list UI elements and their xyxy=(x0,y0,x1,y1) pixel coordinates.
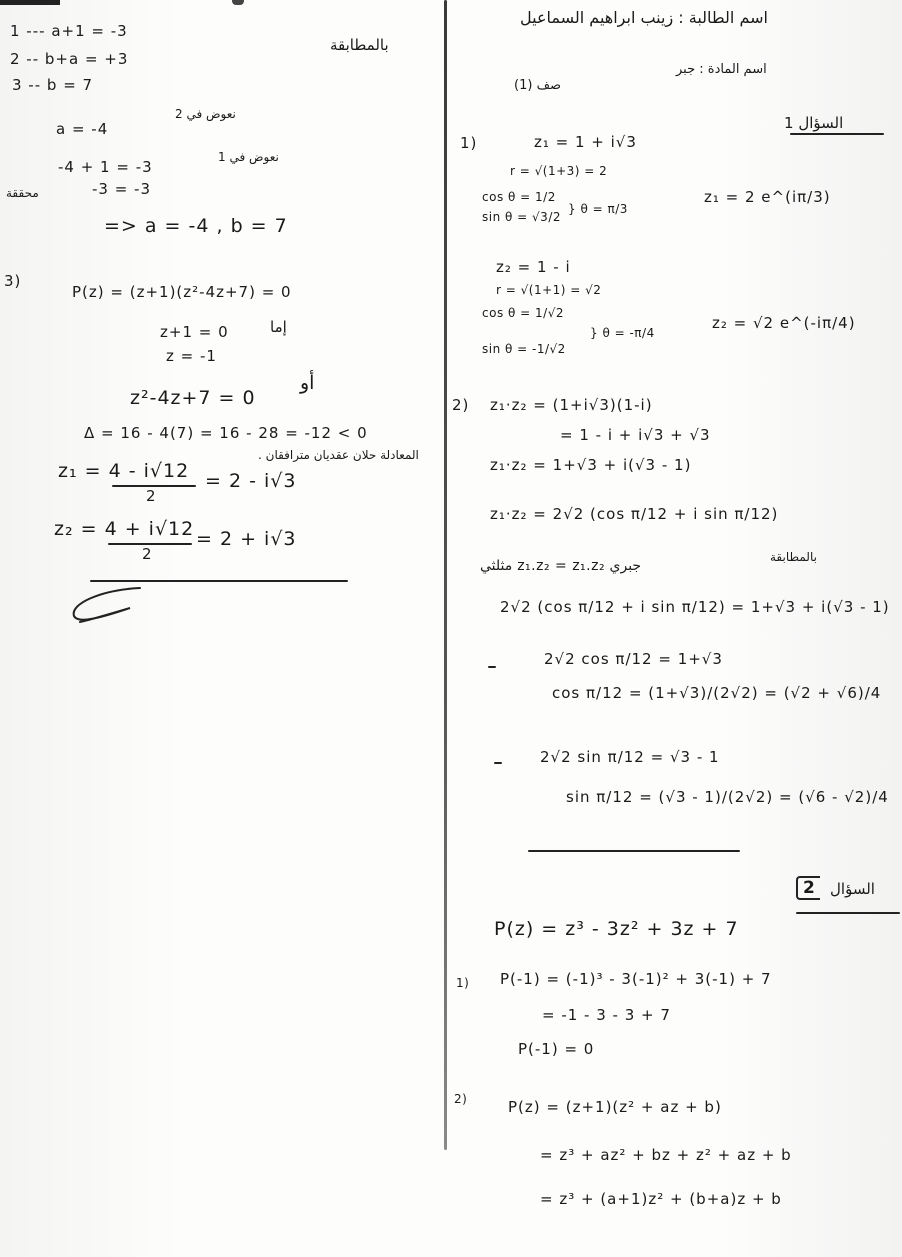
z2-sine: sin θ = -1/√2 xyxy=(482,342,566,356)
z1-modulus: r = √(1+3) = 2 xyxy=(510,164,608,178)
z1-argument: } θ = π/3 xyxy=(568,202,628,216)
student-name: اسم الطالبة : زينب ابراهيم السماعيل xyxy=(520,8,768,27)
by-matching-label-right: بالمطابقة xyxy=(770,550,817,564)
product-step-2: = 1 - i + i√3 + √3 xyxy=(560,426,711,444)
check-line-1: -4 + 1 = -3 xyxy=(58,158,153,176)
subject-name: اسم المادة : جبر xyxy=(676,62,767,77)
root-z2-numerator: z₂ = 4 + i√12 xyxy=(54,518,195,540)
top-edge-mark xyxy=(0,0,60,5)
sin-pi-12-result: sin π/12 = (√3 - 1)/(2√2) = (√6 - √2)/4 xyxy=(566,788,889,806)
product-algebraic: z₁·z₂ = 1+√3 + i(√3 - 1) xyxy=(490,456,692,474)
complex-roots-note: المعادلة حلان عقديان مترافقان . xyxy=(258,448,419,462)
q2-part-2-label: 2) xyxy=(454,1092,468,1106)
question-2-underline xyxy=(796,912,900,914)
polynomial-definition: P(z) = z³ - 3z² + 3z + 7 xyxy=(494,918,739,940)
check-line-2: -3 = -3 xyxy=(92,180,152,198)
p-minus-1-substitution: P(-1) = (-1)³ - 3(-1)² + 3(-1) + 7 xyxy=(500,970,772,988)
z1-sine: sin θ = √3/2 xyxy=(482,210,561,224)
product-trigonometric: z₁·z₂ = 2√2 (cos π/12 + i sin π/12) xyxy=(490,505,779,523)
cos-pi-12-result: cos π/12 = (1+√3)/(2√2) = (√2 + √6)/4 xyxy=(552,684,882,702)
a-value: a = -4 xyxy=(56,120,109,138)
factorization-expanded: = z³ + az² + bz + z² + az + b xyxy=(540,1146,792,1164)
substitute-note-2: نعوض في 2 xyxy=(175,107,236,121)
factored-polynomial: P(z) = (z+1)(z²-4z+7) = 0 xyxy=(72,283,292,301)
z1-definition: z₁ = 1 + i√3 xyxy=(534,133,637,151)
root-z2-denominator: 2 xyxy=(142,545,153,563)
question-1-heading: السؤال 1 xyxy=(784,114,844,132)
z2-modulus: r = √(1+1) = √2 xyxy=(496,283,602,297)
part-1-label: 1) xyxy=(460,134,478,152)
bullet-cos xyxy=(488,666,496,668)
bullet-sin xyxy=(494,762,502,764)
z1-cosine: cos θ = 1/2 xyxy=(482,190,556,204)
z2-cosine: cos θ = 1/√2 xyxy=(482,306,564,320)
signature-flourish xyxy=(60,582,180,626)
quadratic-equation: z²-4z+7 = 0 xyxy=(130,387,256,409)
factorization-grouped: = z³ + (a+1)z² + (b+a)z + b xyxy=(540,1190,782,1208)
substitute-note-1: نعوض في 1 xyxy=(218,150,279,164)
by-matching-label: بالمطابقة xyxy=(330,36,389,54)
p-minus-1-arithmetic: = -1 - 3 - 3 + 7 xyxy=(542,1006,671,1024)
root-z2-simplified: = 2 + i√3 xyxy=(196,528,297,550)
equation-1: 1 --- a+1 = -3 xyxy=(10,22,128,40)
grade-label: صف (1) xyxy=(514,78,562,93)
forms-equality: جبري z₁.z₂ = z₁.z₂ مثلثي xyxy=(480,558,642,574)
q2-part-1-label: 1) xyxy=(456,976,470,990)
z2-definition: z₂ = 1 - i xyxy=(496,258,571,276)
verified-label: محققة xyxy=(6,186,39,200)
top-edge-tab xyxy=(232,0,244,5)
discriminant: Δ = 16 - 4(7) = 16 - 28 = -12 < 0 xyxy=(84,424,368,442)
z2-argument: } θ = -π/4 xyxy=(590,326,655,340)
product-step-1: z₁·z₂ = (1+i√3)(1-i) xyxy=(490,396,653,414)
matching-equation: 2√2 (cos π/12 + i sin π/12) = 1+√3 + i(√3 - 1) xyxy=(500,598,890,616)
or-label: أو xyxy=(300,372,315,394)
root-z1-denominator: 2 xyxy=(146,487,157,505)
question-2-number: 2 xyxy=(796,876,820,900)
root-z1-simplified: = 2 - i√3 xyxy=(205,470,297,492)
equation-3: 3 -- b = 7 xyxy=(12,76,94,94)
z1-exponential-form: z₁ = 2 e^(iπ/3) xyxy=(704,188,831,206)
cos-equation: 2√2 cos π/12 = 1+√3 xyxy=(544,650,723,668)
question-2-heading: السؤال xyxy=(830,880,875,898)
factor-z-plus-1: z+1 = 0 xyxy=(160,323,229,341)
part-2-label: 2) xyxy=(452,396,470,414)
root-z1-numerator: z₁ = 4 - i√12 xyxy=(58,460,190,482)
either-label: إما xyxy=(270,318,287,336)
question-3-number: 3) xyxy=(4,272,22,290)
end-rule-right xyxy=(528,850,740,852)
question-1-underline xyxy=(790,133,884,135)
root-z-minus-1: z = -1 xyxy=(166,347,217,365)
ab-result: => a = -4 , b = 7 xyxy=(104,215,288,237)
equation-2: 2 -- b+a = +3 xyxy=(10,50,129,68)
page-fold-divider xyxy=(444,0,447,1150)
p-minus-1-result: P(-1) = 0 xyxy=(518,1040,595,1058)
factorization-setup: P(z) = (z+1)(z² + az + b) xyxy=(508,1098,722,1116)
sin-equation: 2√2 sin π/12 = √3 - 1 xyxy=(540,748,720,766)
z2-exponential-form: z₂ = √2 e^(-iπ/4) xyxy=(712,314,856,332)
